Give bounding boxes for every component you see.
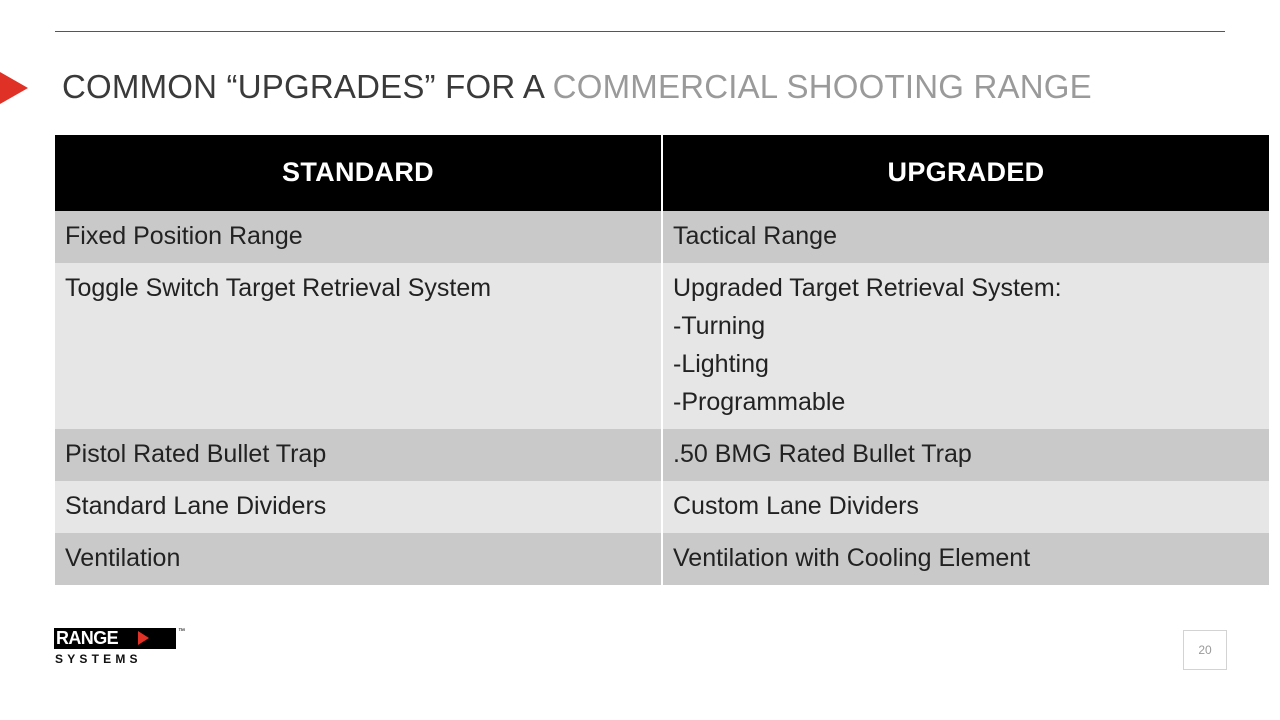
- column-header-upgraded: UPGRADED: [662, 135, 1269, 211]
- cell-upgraded: [662, 533, 1269, 585]
- cell-line: -Lighting: [673, 350, 769, 378]
- cell-line: Ventilation: [65, 544, 181, 572]
- table-row: [55, 533, 1269, 585]
- cell-line: -Programmable: [673, 388, 846, 416]
- cell-line: -Turning: [673, 312, 766, 340]
- cell-upgraded: [662, 211, 1269, 263]
- table-row: [55, 429, 1269, 481]
- page-title-main: COMMON “UPGRADES” FOR A: [62, 68, 553, 105]
- cell-standard: [55, 211, 662, 263]
- cell-upgraded: [662, 481, 1269, 533]
- table-row: [55, 211, 1269, 263]
- cell-line: .50 BMG Rated Bullet Trap: [673, 440, 972, 468]
- logo-wordmark: [54, 628, 185, 649]
- logo-trademark-symbol: ™: [178, 628, 185, 635]
- table-header-row: [55, 135, 1269, 211]
- logo-subtitle: SYSTEMS: [55, 652, 142, 666]
- table-header: [55, 135, 1269, 211]
- red-triangle-icon: [0, 68, 36, 108]
- cell-line: Upgraded Target Retrieval System:: [673, 274, 1062, 302]
- table-row: [55, 481, 1269, 533]
- page-number: 20: [1183, 630, 1227, 670]
- cell-line: Standard Lane Dividers: [65, 492, 327, 520]
- table-body: [55, 211, 1269, 585]
- comparison-table-wrapper: [55, 135, 1227, 585]
- comparison-table: [55, 135, 1269, 585]
- cell-standard: [55, 263, 662, 429]
- page-title-accent: COMMERCIAL SHOOTING RANGE: [552, 68, 1092, 105]
- cell-standard: [55, 429, 662, 481]
- page-title: [62, 63, 1242, 111]
- cell-upgraded: [662, 429, 1269, 481]
- logo-text: RANGE: [56, 628, 119, 648]
- cell-upgraded: [662, 263, 1269, 429]
- column-header-standard: STANDARD: [55, 135, 662, 211]
- cell-line: Tactical Range: [673, 222, 837, 250]
- cell-line: Toggle Switch Target Retrieval System: [65, 274, 492, 302]
- cell-standard: [55, 481, 662, 533]
- table-row: [55, 263, 1269, 429]
- cell-standard: [55, 533, 662, 585]
- logo-triangle-icon: [138, 631, 149, 645]
- cell-line: Pistol Rated Bullet Trap: [65, 440, 327, 468]
- cell-line: Custom Lane Dividers: [673, 492, 919, 520]
- cell-line: Fixed Position Range: [65, 222, 303, 250]
- cell-line: Ventilation with Cooling Element: [673, 544, 1031, 572]
- range-systems-logo: [54, 628, 184, 670]
- header-divider: [55, 31, 1225, 32]
